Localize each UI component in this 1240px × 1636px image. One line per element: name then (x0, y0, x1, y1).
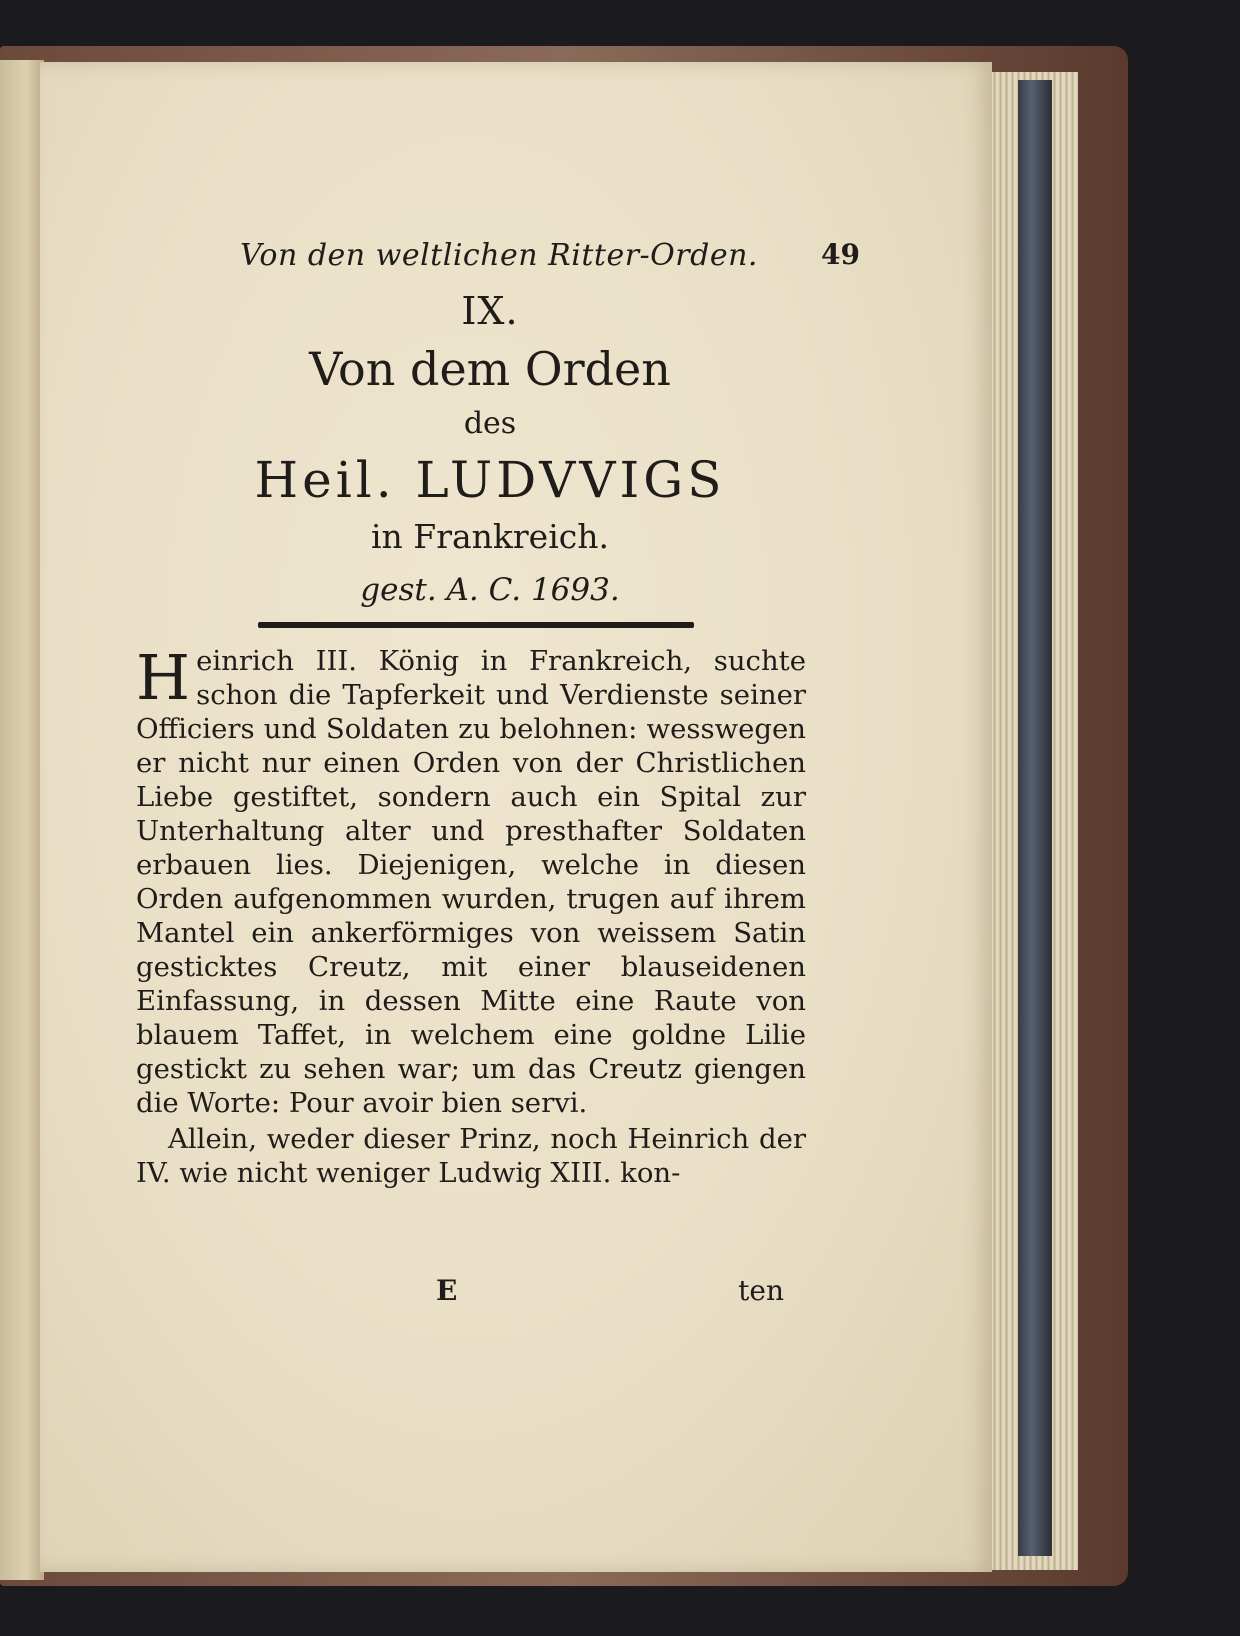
running-head (240, 238, 860, 282)
running-head-title: Von den weltlichen Ritter-Orden. (240, 238, 758, 273)
chapter-founded: gest. A. C. 1693. (360, 572, 620, 608)
paragraph-1 (136, 641, 806, 1120)
chapter-des: des (463, 406, 517, 441)
signature-mark: E (436, 1274, 458, 1307)
page-block-shadow (1018, 80, 1052, 1556)
left-page-edge (0, 60, 44, 1580)
body-text (136, 641, 806, 1190)
chapter-place: in Frankreich. (371, 517, 609, 556)
book-page (40, 62, 992, 1572)
drop-cap: H (136, 641, 191, 714)
paragraph-2: Allein, weder dieser Prinz, noch Heinrich der IV. wie nicht weniger Ludwig XIII. kon- (136, 1123, 806, 1189)
heading-rule (258, 622, 694, 628)
chapter-number: IX. (461, 289, 519, 333)
chapter-name: Heil. LUDVVIGS (254, 451, 726, 509)
chapter-title: Von dem Orden (309, 342, 671, 396)
paragraph-1-text: einrich III. König in Frankreich, suchte schon die Tapferkeit und Verdienste seiner Officiers und Soldaten zu belohnen: wesswegen er nicht nur einen Orden von der Christlichen Liebe gestiftet, sondern auch ein Spital zur Unterhaltung alter und presthafter Soldaten erbauen lies. Diejenigen, welche in diesen Orden aufgenommen wurden, trugen auf ihrem Mantel ein ankerförmiges von weissem Satin gesticktes Creutz, mit einer blauseidenen Einfassung, in dessen Mitte eine Raute von blauem Taffet, in welchem eine goldne Lilie gestickt zu sehen war; um das Creutz giengen die Worte: Pour avoir bien servi. (136, 645, 806, 1119)
chapter-heading (140, 288, 840, 616)
page-number: 49 (821, 238, 860, 271)
page-footer (136, 1274, 806, 1310)
catchword: ten (738, 1274, 784, 1307)
